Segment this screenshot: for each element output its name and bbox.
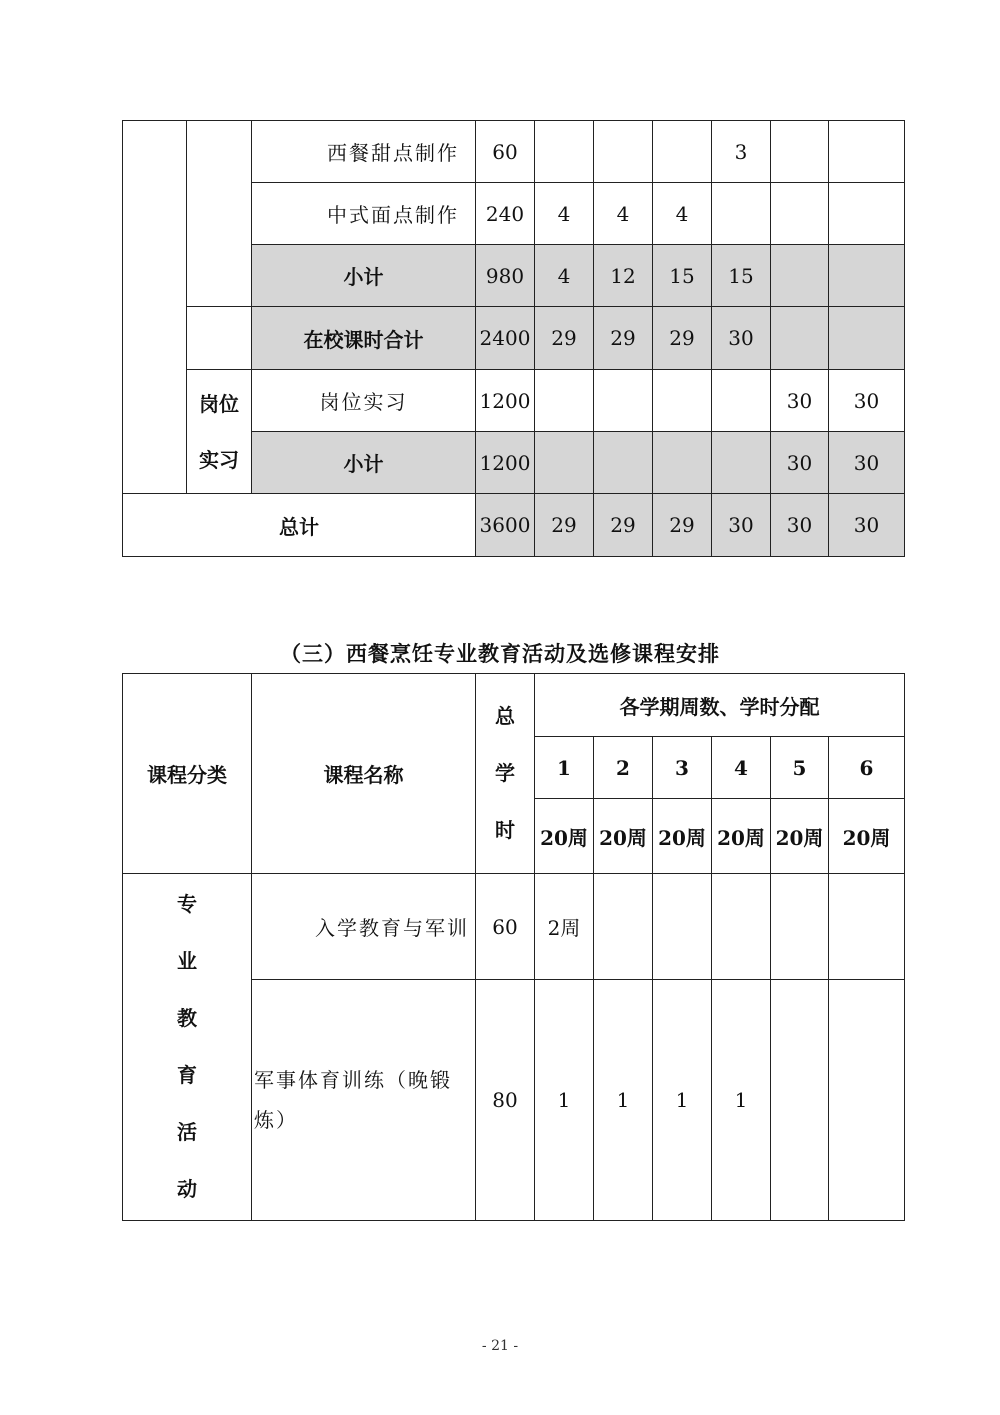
- grand-total-label: 总计: [123, 494, 476, 557]
- category-char: 业: [177, 949, 197, 973]
- semester-6: 30: [829, 494, 905, 557]
- total-hours: 80: [476, 980, 535, 1221]
- total-hours: 60: [476, 874, 535, 980]
- semester-1: 2周: [535, 874, 594, 980]
- semester-3: [653, 874, 712, 980]
- course-name: 岗位实习: [252, 370, 476, 432]
- semester-number: 2: [594, 737, 653, 799]
- course-name: 入学教育与军训: [252, 874, 476, 980]
- total-hours: 3600: [476, 494, 535, 557]
- category-char: 专: [177, 892, 197, 916]
- grand-total-row: [123, 494, 905, 557]
- semester-5: [771, 183, 829, 245]
- semester-4: 3: [712, 121, 771, 183]
- semester-3: 29: [653, 307, 712, 370]
- semester-5: [771, 307, 829, 370]
- total-hours: 1200: [476, 432, 535, 494]
- semester-2: [594, 874, 653, 980]
- semester-2: 4: [594, 183, 653, 245]
- category-cell-blank: [123, 121, 187, 494]
- table-row: [123, 874, 905, 980]
- category-char: 实习: [199, 447, 239, 472]
- total-hours: 1200: [476, 370, 535, 432]
- semester-4: 1: [712, 980, 771, 1221]
- total-hours: 60: [476, 121, 535, 183]
- semester-4: [712, 183, 771, 245]
- semester-6: [829, 121, 905, 183]
- page-number: - 21 -: [481, 1338, 519, 1354]
- course-name: 西餐甜点制作: [252, 121, 476, 183]
- category-char: 教: [177, 1006, 197, 1030]
- category-char: 动: [177, 1177, 197, 1201]
- header-char: 学: [495, 761, 515, 785]
- total-hours: 980: [476, 245, 535, 307]
- semester-weeks: 20周: [771, 799, 829, 874]
- header-course-name: 课程名称: [252, 674, 476, 874]
- semester-number: 5: [771, 737, 829, 799]
- category-char: 活: [177, 1120, 197, 1144]
- total-hours: 2400: [476, 307, 535, 370]
- semester-4: 15: [712, 245, 771, 307]
- subtotal-label: 小计: [252, 432, 476, 494]
- semester-5: [771, 874, 829, 980]
- semester-1: [535, 121, 594, 183]
- semester-4: [712, 370, 771, 432]
- semester-3: 1: [653, 980, 712, 1221]
- course-name: 中式面点制作: [252, 183, 476, 245]
- semester-4: 30: [712, 307, 771, 370]
- semester-number: 4: [712, 737, 771, 799]
- semester-number: 3: [653, 737, 712, 799]
- semester-2: 12: [594, 245, 653, 307]
- semester-5: [771, 245, 829, 307]
- semester-2: [594, 121, 653, 183]
- semester-6: 30: [829, 370, 905, 432]
- category-char: 岗位: [199, 391, 239, 416]
- school-total-label: 在校课时合计: [252, 307, 476, 370]
- subtotal-label: 小计: [252, 245, 476, 307]
- semester-number: 1: [535, 737, 594, 799]
- header-row: [123, 674, 905, 737]
- semester-4: 30: [712, 494, 771, 557]
- semester-weeks: 20周: [535, 799, 594, 874]
- semester-3: 15: [653, 245, 712, 307]
- semester-2: 29: [594, 494, 653, 557]
- semester-2: 29: [594, 307, 653, 370]
- total-hours: 240: [476, 183, 535, 245]
- semester-4: [712, 874, 771, 980]
- semester-3: 4: [653, 183, 712, 245]
- semester-3: [653, 370, 712, 432]
- header-total-hours: [476, 674, 535, 874]
- semester-weeks: 20周: [594, 799, 653, 874]
- category-char: 育: [177, 1063, 197, 1087]
- semester-5: 30: [771, 494, 829, 557]
- semester-1: 29: [535, 494, 594, 557]
- semester-5: 30: [771, 370, 829, 432]
- semester-1: 1: [535, 980, 594, 1221]
- header-distribution: 各学期周数、学时分配: [535, 674, 905, 737]
- semester-1: [535, 370, 594, 432]
- activity-category: [123, 874, 252, 1221]
- semester-3: 29: [653, 494, 712, 557]
- semester-6: [829, 980, 905, 1221]
- semester-1: 4: [535, 183, 594, 245]
- curriculum-table-continued: [122, 120, 905, 557]
- semester-4: [712, 432, 771, 494]
- table-row: [123, 370, 905, 432]
- header-char: 时: [495, 818, 515, 842]
- semester-number: 6: [829, 737, 905, 799]
- semester-3: [653, 121, 712, 183]
- header-char: 总: [495, 704, 515, 728]
- internship-category: [187, 370, 252, 494]
- semester-1: 4: [535, 245, 594, 307]
- semester-5: [771, 980, 829, 1221]
- semester-3: [653, 432, 712, 494]
- semester-5: [771, 121, 829, 183]
- semester-6: [829, 874, 905, 980]
- table-row: [123, 121, 905, 183]
- semester-weeks: 20周: [712, 799, 771, 874]
- semester-6: [829, 183, 905, 245]
- semester-6: 30: [829, 432, 905, 494]
- section-title: （三）西餐烹饪专业教育活动及选修课程安排: [280, 641, 720, 666]
- semester-weeks: 20周: [829, 799, 905, 874]
- semester-6: [829, 245, 905, 307]
- semester-5: 30: [771, 432, 829, 494]
- semester-6: [829, 307, 905, 370]
- semester-1: 29: [535, 307, 594, 370]
- course-name: 军事体育训练（晚锻炼）: [252, 980, 476, 1221]
- semester-weeks: 20周: [653, 799, 712, 874]
- subcategory-cell-blank: [187, 307, 252, 370]
- school-total-row: [123, 307, 905, 370]
- semester-2: 1: [594, 980, 653, 1221]
- activities-table: [122, 673, 905, 1221]
- semester-1: [535, 432, 594, 494]
- semester-2: [594, 432, 653, 494]
- header-category: 课程分类: [123, 674, 252, 874]
- semester-2: [594, 370, 653, 432]
- subcategory-cell-blank: [187, 121, 252, 307]
